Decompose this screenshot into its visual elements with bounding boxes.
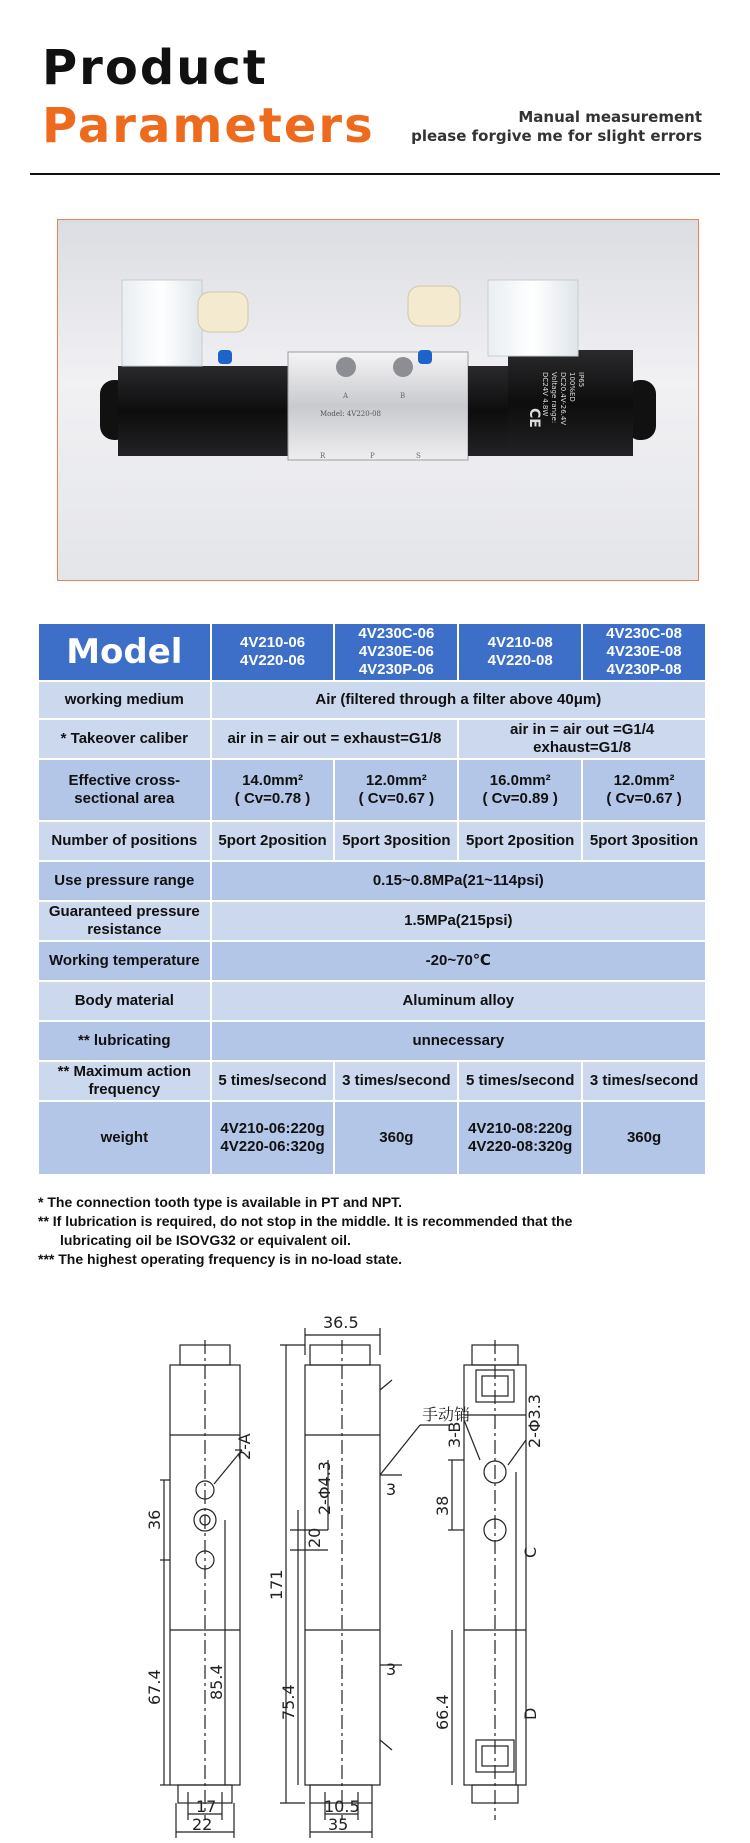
left-cable-gland <box>198 292 248 332</box>
footnote-2: ** If lubrication is required, do not stop in the middle. It is recommended that the <box>38 1213 573 1229</box>
caliber-08-line-2: exhaust=G1/8 <box>533 739 632 756</box>
table-row <box>39 942 705 980</box>
leader-3b <box>464 1420 480 1460</box>
model-col-4 <box>583 624 705 680</box>
frequency-label-line-2: frequency <box>88 1081 161 1098</box>
leader-2phi33 <box>508 1440 526 1465</box>
solenoid-valve-illustration <box>58 220 698 580</box>
measurement-note <box>411 108 702 146</box>
table-row <box>39 720 705 758</box>
weight-c1-line-1: 4V210-06:220g <box>220 1120 325 1137</box>
model-marking: Model: 4V220-08 <box>320 410 381 418</box>
port-a-hole <box>336 357 356 377</box>
table-row <box>39 1102 705 1174</box>
label-66-4: 66.4 <box>433 1694 452 1730</box>
right-view-labels <box>433 1394 544 1730</box>
table-row <box>39 760 705 820</box>
area-c2-line-1: 12.0mm² <box>365 772 427 789</box>
port-label-s: S <box>416 452 421 460</box>
model-col-3-b: 4V220-08 <box>487 652 553 669</box>
weight-c3-line-1: 4V210-08:220g <box>468 1120 573 1137</box>
row-label-medium: working medium <box>39 682 210 718</box>
row-label-caliber: * Takeover caliber <box>39 720 210 758</box>
model-col-2-b: 4V230E-06 <box>358 643 434 660</box>
model-col-2 <box>335 624 457 680</box>
label-3b: 3-B <box>445 1421 464 1448</box>
right-cable-gland <box>408 286 460 326</box>
label-3a: 3 <box>386 1480 397 1499</box>
model-col-4-b: 4V230E-08 <box>606 643 682 660</box>
area-c2-line-2: ( Cv=0.67 ) <box>358 790 435 807</box>
note-line-2: please forgive me for slight errors <box>411 127 702 145</box>
label-35: 35 <box>328 1815 349 1834</box>
label-2phi33: 2-Φ3.3 <box>525 1394 544 1448</box>
mid-top-cap <box>310 1345 370 1365</box>
footnote-1: * The connection tooth type is available in PT and NPT. <box>38 1194 403 1210</box>
label-20: 20 <box>305 1527 324 1548</box>
row-label-pressure: Use pressure range <box>39 862 210 900</box>
frequency-c1: 5 times/second <box>212 1062 334 1100</box>
frequency-c4: 3 times/second <box>583 1062 705 1100</box>
coil-text-1: DC24V 4.8W <box>541 372 549 417</box>
mid-pin-top <box>380 1380 392 1390</box>
label-manual-pin: 手动销 <box>422 1405 471 1424</box>
dimension-drawing <box>130 1300 630 1840</box>
table-row <box>39 902 705 940</box>
frequency-label-line-1: ** Maximum action <box>57 1063 191 1080</box>
port-label-r: R <box>320 452 326 460</box>
right-coil-body <box>508 350 633 456</box>
area-c2 <box>335 760 457 820</box>
right-pilot-body <box>468 366 508 456</box>
footnote-2-cont: lubricating oil be ISOVG32 or equivalent oil. <box>60 1232 351 1248</box>
ce-mark: CE <box>526 408 542 428</box>
model-col-2-c: 4V230P-06 <box>358 661 434 678</box>
area-c3-line-2: ( Cv=0.89 ) <box>482 790 558 807</box>
medium-value: Air (filtered through a filter above 40μm) <box>212 682 705 718</box>
label-3b: 3 <box>386 1660 397 1679</box>
row-label-weight: weight <box>39 1102 210 1174</box>
title-line-1: Product <box>42 40 268 96</box>
model-col-1 <box>212 624 334 680</box>
label-75-4: 75.4 <box>279 1684 298 1720</box>
material-value: Aluminum alloy <box>212 982 705 1020</box>
area-c1-line-2: ( Cv=0.78 ) <box>234 790 311 807</box>
weight-c4: 360g <box>583 1102 705 1174</box>
label-36: 36 <box>145 1509 164 1530</box>
left-manual-button <box>218 350 232 364</box>
table-row <box>39 682 705 718</box>
row-label-resistance <box>39 902 210 940</box>
positions-c1: 5port 2position <box>212 822 334 860</box>
row-label-frequency <box>39 1062 210 1100</box>
label-38: 38 <box>433 1495 452 1516</box>
left-connector-cap <box>122 280 202 366</box>
weight-c2: 360g <box>335 1102 457 1174</box>
label-2a: 2-A <box>235 1433 254 1460</box>
positions-c2: 5port 3position <box>335 822 457 860</box>
area-c1 <box>212 760 334 820</box>
coil-text-2: Voltage range: <box>550 372 558 424</box>
model-col-2-a: 4V230C-06 <box>358 625 435 642</box>
mid-pin-bottom <box>380 1740 392 1750</box>
left-view-labels <box>145 1433 254 1834</box>
coil-text-5: IP65 <box>577 372 585 388</box>
model-col-4-c: 4V230P-08 <box>606 661 682 678</box>
pressure-value: 0.15~0.8MPa(21~114psi) <box>212 862 705 900</box>
label-17: 17 <box>196 1797 217 1816</box>
port-label-b: B <box>400 392 406 400</box>
table-row <box>39 862 705 900</box>
positions-c4: 5port 3position <box>583 822 705 860</box>
caliber-08-value <box>459 720 705 758</box>
area-c3-line-1: 16.0mm² <box>489 772 551 789</box>
resistance-label-line-1: Guaranteed pressure <box>48 903 200 920</box>
area-label-line-1: Effective cross- <box>68 772 181 789</box>
note-line-1: Manual measurement <box>518 108 702 126</box>
product-photo <box>57 219 699 581</box>
weight-c3-line-2: 4V220-08:320g <box>468 1138 573 1155</box>
temperature-value: -20~70℃ <box>212 942 705 980</box>
left-coil-body <box>118 366 258 456</box>
label-10-5: 10.5 <box>324 1797 360 1816</box>
model-col-3 <box>459 624 581 680</box>
label-2phi43: 2-Φ4.3 <box>315 1461 334 1515</box>
header-divider <box>30 173 720 175</box>
spec-table <box>37 622 707 1176</box>
row-label-material: Body material <box>39 982 210 1020</box>
label-171: 171 <box>267 1569 286 1600</box>
area-c4-line-2: ( Cv=0.67 ) <box>606 790 682 807</box>
weight-c1 <box>212 1102 334 1174</box>
area-c4 <box>583 760 705 820</box>
model-col-3-a: 4V210-08 <box>487 634 553 651</box>
label-36-5: 36.5 <box>323 1313 359 1332</box>
resistance-label-line-2: resistance <box>87 921 162 938</box>
area-c3 <box>459 760 581 820</box>
area-label-line-2: sectional area <box>74 790 175 807</box>
row-label-lubricating: ** lubricating <box>39 1022 210 1060</box>
label-c: C <box>521 1546 540 1558</box>
table-row <box>39 982 705 1020</box>
row-label-area <box>39 760 210 820</box>
label-85-4: 85.4 <box>207 1664 226 1700</box>
area-c1-line-1: 14.0mm² <box>242 772 303 789</box>
footnote-3: *** The highest operating frequency is in no-load state. <box>38 1251 403 1267</box>
row-label-temperature: Working temperature <box>39 942 210 980</box>
resistance-value: 1.5MPa(215psi) <box>212 902 705 940</box>
table-row <box>39 1022 705 1060</box>
title-line-2: Parameters <box>42 98 375 154</box>
label-d: D <box>521 1707 540 1720</box>
right-manual-button <box>418 350 432 364</box>
table-header-row <box>39 624 705 680</box>
table-row <box>39 1062 705 1100</box>
port-label-a: A <box>343 392 349 400</box>
label-67-4: 67.4 <box>145 1669 164 1705</box>
valve-aluminium-body <box>288 352 468 460</box>
weight-c3 <box>459 1102 581 1174</box>
positions-c3: 5port 2position <box>459 822 581 860</box>
label-22: 22 <box>192 1815 213 1834</box>
area-c4-line-1: 12.0mm² <box>613 772 675 789</box>
frequency-c2: 3 times/second <box>335 1062 457 1100</box>
right-connector-cap <box>488 280 578 356</box>
row-label-positions: Number of positions <box>39 822 210 860</box>
table-row <box>39 822 705 860</box>
weight-c1-line-2: 4V220-06:320g <box>220 1138 325 1155</box>
coil-text-3: DC20.4V-26.4V <box>559 372 567 426</box>
footnotes <box>38 1193 572 1269</box>
left-view <box>160 1340 242 1838</box>
port-label-p: P <box>370 452 375 460</box>
model-col-1-a: 4V210-06 <box>240 634 306 651</box>
leader-manual <box>380 1425 420 1475</box>
model-col-1-b: 4V220-06 <box>240 652 306 669</box>
model-header: Model <box>39 624 210 680</box>
caliber-06-value: air in = air out = exhaust=G1/8 <box>212 720 458 758</box>
model-col-4-a: 4V230C-08 <box>606 625 682 642</box>
frequency-c3: 5 times/second <box>459 1062 581 1100</box>
port-b-hole <box>393 357 413 377</box>
coil-text-4: 100%ED <box>568 372 576 402</box>
caliber-08-line-1: air in = air out =G1/4 <box>510 721 655 738</box>
lubricating-value: unnecessary <box>212 1022 705 1060</box>
